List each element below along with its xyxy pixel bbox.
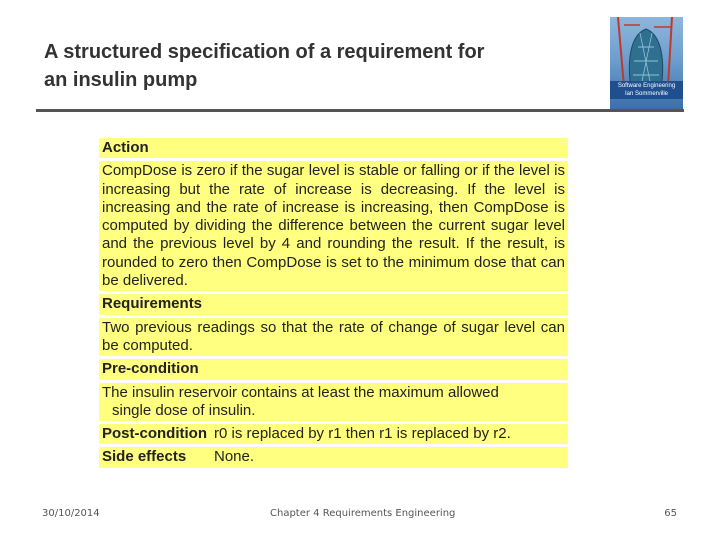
action-text: CompDose is zero if the sugar level is stable or falling or if the level is increasing but the rate of increase is decreasing. If the level is increasing and the rate of increase is increasing, then CompDose is computed by dividing the difference between the current sugar level and the previous level by 4 and rounding the result. If the result, is rounded to zero then CompDose is set to the minimum dose that can be delivered.: [99, 161, 568, 294]
footer-date: 30/10/2014: [42, 508, 100, 519]
book-cover-image: [610, 17, 683, 109]
footer-chapter: Chapter 4 Requirements Engineering: [270, 508, 456, 519]
title-divider: [36, 109, 684, 112]
footer-page-number: 65: [664, 508, 677, 519]
precondition-text-line-2: single dose of insulin.: [112, 401, 256, 419]
slide-title-line-2: an insulin pump: [44, 69, 198, 91]
slide-title: [44, 38, 594, 94]
structured-specification-table: [99, 138, 568, 468]
postcondition-heading: Post-condition: [102, 425, 207, 443]
slide-title-line-1: A structured specification of a requirement for: [44, 41, 485, 63]
precondition-heading: Pre-condition: [99, 359, 568, 382]
book-cover-title: Software Engineering: [617, 83, 676, 89]
book-cover-author: Ian Sommerville: [624, 91, 668, 97]
sideeffects-row: [99, 447, 568, 467]
action-heading: Action: [99, 138, 568, 161]
postcondition-row: [99, 424, 568, 447]
sideeffects-heading: Side effects: [102, 448, 187, 466]
postcondition-text: r0 is replaced by r1 then r1 is replaced by r2.: [214, 425, 511, 443]
requirements-heading: Requirements: [99, 294, 568, 317]
precondition-text-line-1: The insulin reservoir contains at least the maximum allowed: [102, 383, 499, 401]
requirements-text: Two previous readings so that the rate of change of sugar level can be computed.: [99, 318, 568, 360]
sideeffects-text: None.: [214, 448, 255, 466]
book-cover-caption: [610, 81, 683, 99]
precondition-text: [99, 383, 568, 425]
